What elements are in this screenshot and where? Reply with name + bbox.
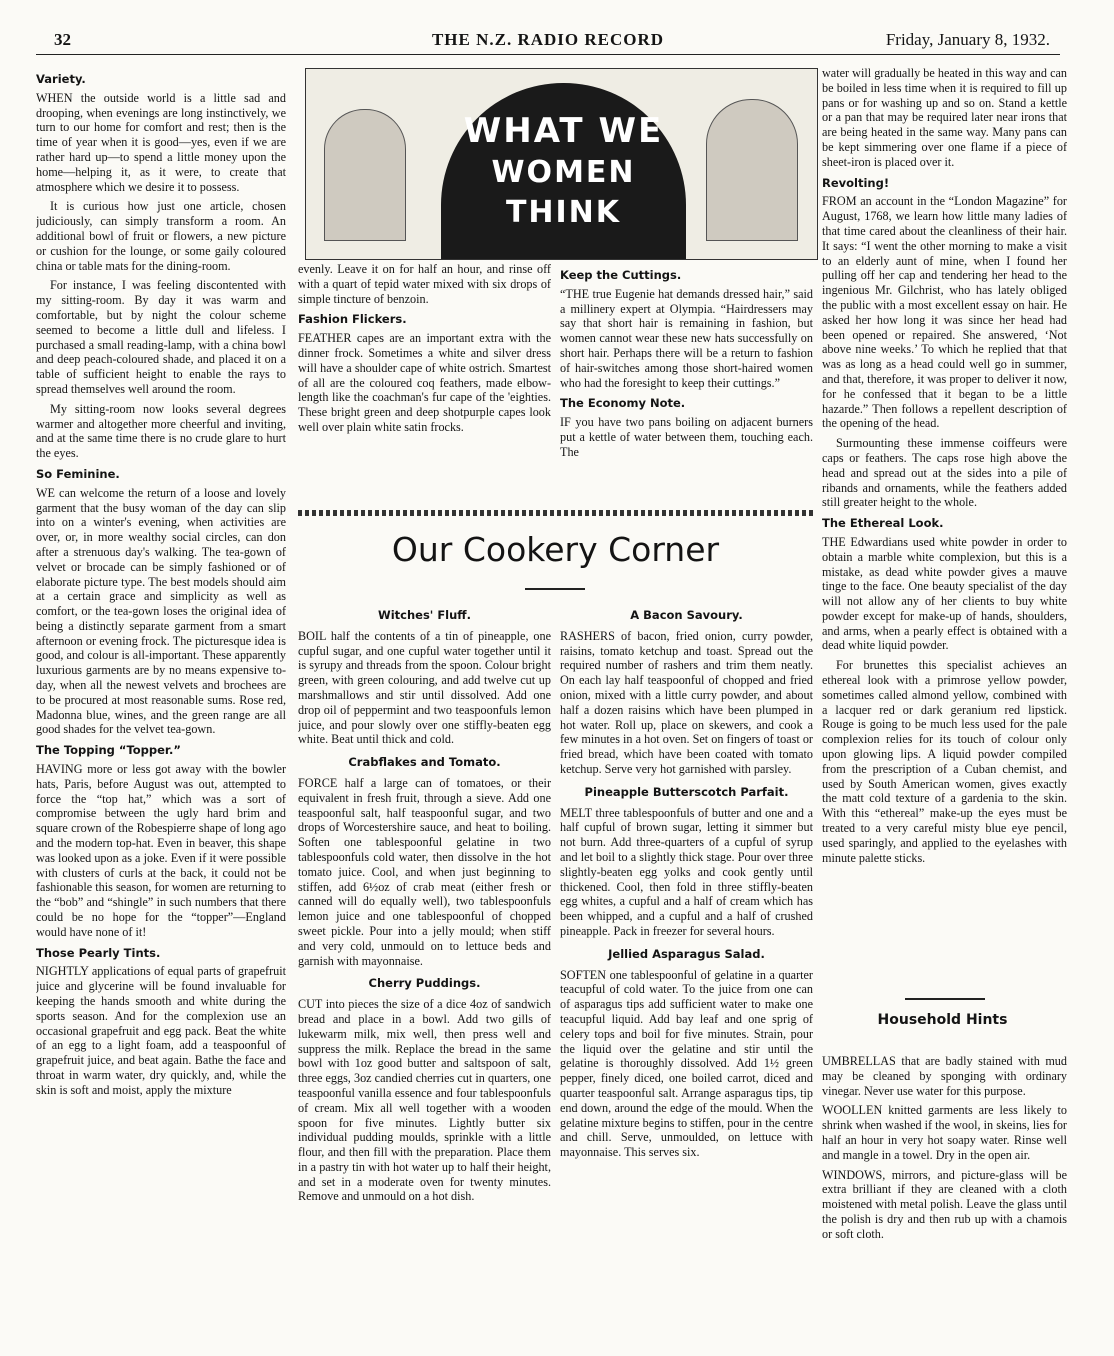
recipe-text: FORCE half a large can of tomatoes, or their equivalent in fresh fruit, through a sieve. Add one teaspoonful salt, half teaspoonful sugar, and two drops of Worcestershire sauce, and heat to boiling. Soften one tablespoonful gelatine in two tablespoonfuls cold water, then dissolve in the hot tomato juice. Cool, and when just beginning to stiffen, add 6½oz of crab meat (either fresh or canned will do equally well), two tablespoonfuls lemon juice and one tablespoonful of chopped sweet pickle. Pour into a jelly mould; when stiff and very cold, unmould on to lettuce beds and garnish with mayonnaise. xyxy=(298,775,551,968)
article-paragraph: water will gradually be heated in this way and can be boiled in less time when it is required to fill up pans or for washing up and so on. Stand a kettle or a pan that may be required later near irons that are being heated in the same way. Many pans can be kept simmering over one flame if a piece of sheet-iron is placed over it. xyxy=(822,66,1067,169)
section-heading: The Ethereal Look. xyxy=(822,516,944,531)
hints-rule xyxy=(905,998,985,1000)
banner-illustration xyxy=(305,68,818,260)
section-heading: The Topping “Topper.” xyxy=(36,743,181,758)
banner-line-2: WOMEN xyxy=(491,155,636,190)
banner-fan xyxy=(441,83,686,260)
column-4 xyxy=(822,66,1067,996)
hint-paragraph: WOOLLEN knitted garments are less likely to shrink when washed if the wool, in skeins, lies for half an hour in very hot soapy water. Rinse well and mangle in a towel. Dry in the open air. xyxy=(822,1103,1067,1162)
article-paragraph: FROM an account in the “London Magazine” for August, 1768, we learn how little many ladies of that time cared about the cleanliness of their hair. It says: “I went the other morning to make a visit to an elderly aunt of mine, when I found her pulling off her cap and tendering her head to the ingenious Mr. Gilchrist, who has lately obliged the public with a most excellent essay on hair. He asked her how long it was since her head had been opened or repaired. She answered, ‘Not above nine weeks.’ To which he replied that that was as long as a head could well go in summer, and that, therefore, it was proper to deliver it now, for he confessed that it began to be a little hazarde.” Then follows a repellent description of the opening of the head. xyxy=(822,194,1067,431)
article-paragraph: Surmounting these immense coiffeurs were caps or feathers. The caps rose high above the head and spread out at the sides into a pile of ribands and ornaments, while the feathers added still greater height to the whole. xyxy=(822,436,1067,510)
recipe-text: SOFTEN one tablespoonful of gelatine in a quarter teacupful of cold water. To the juice from one can of asparagus tips add sufficient water to make one teacupful liquid. Add bay leaf and one sprig of celery tops and boil for five minutes. Strain, pour the liquid over the gelatine and stir until the gelatine is thoroughly dissolved. Add 1½ green pepper, finely diced, one boiled carrot, diced and quarter teaspoonful salt. Arrange asparagus tips, tip end down, around the edge of the mould. When the gelatine mixture begins to stiffen, pour in the centre and chill. Serve, unmoulded, on lettuce with mayonnaise. This serves six. xyxy=(560,967,813,1160)
masthead: THE N.Z. RADIO RECORD xyxy=(431,30,665,49)
article-paragraph: My sitting-room now looks several degrees warmer and altogether more cheerful and inviting, and at the same time there is no crude glare to hurt the eyes. xyxy=(36,401,286,461)
page-number: 32 xyxy=(54,30,71,49)
cookery-title: Our Cookery Corner xyxy=(391,530,720,569)
column-3 xyxy=(560,262,813,502)
household-hints-column xyxy=(822,1054,1067,1338)
banner-line-3: THINK xyxy=(505,195,622,230)
figure-right xyxy=(706,99,798,241)
section-heading: Variety. xyxy=(36,72,86,86)
section-heading: The Economy Note. xyxy=(560,396,686,411)
column-1 xyxy=(36,66,286,1338)
recipe-heading: Cherry Puddings. xyxy=(368,976,481,991)
article-paragraph: evenly. Leave it on for half an hour, and rinse off with a quart of tepid water mixed with six drops of simple tincture of benzoin. xyxy=(298,262,551,306)
recipe-heading: A Bacon Savoury. xyxy=(630,608,743,622)
recipe-text: RASHERS of bacon, fried onion, curry powder, raisins, tomato ketchup and toast. Spread out the required number of rashers and trim them neatly. On each lay half teaspoonful of chopped and fried onion, mixed with a little curry powder, and about half a dozen raisins which have been plumped in hot water. Roll up, place on skewers, and cook a few minutes in a hot oven. Set on fingers of toast or fried bread, which have been coated with tomato ketchup. Serve very hot garnished with parsley. xyxy=(560,628,813,776)
section-heading: Fashion Flickers. xyxy=(298,312,407,327)
recipe-heading: Witches' Fluff. xyxy=(378,608,471,622)
title-rule xyxy=(525,588,585,590)
article-paragraph: WE can welcome the return of a loose and lovely garment that the busy woman of the day can slip into on a winter's evening, when activities are over, or, in more wealthy social circles, can don after a strenuous day's walking. The tea-gown of velvet or brocade can be simply fashioned or of elaborate picture type. The best models should aim at a certain grace and simplicity as well as comfort, or the tea-gown loses the original idea of being a distinctly separate garment from a smart afternoon or evening frock. The picturesque idea is good, and colour is all-important. These apparently luxurious garments are by no means expensive to-day, when all the newest velvets and brochees are to be procured at most reasonable sums. Rose red, Madonna blue, wines, and the green range are all good shades for the velvet tea-gown. xyxy=(36,485,286,737)
page-header xyxy=(36,30,1060,55)
section-heading: Those Pearly Tints. xyxy=(36,945,161,960)
article-paragraph: IF you have two pans boiling on adjacent burners put a kettle of water between them, touching each. The xyxy=(560,415,813,459)
article-paragraph: WHEN the outside world is a little sad and drooping, when evenings are long instinctively, we turn to our home for comfort and rest; then is the time of year when it is good—yes, even if we are rather hard up—to spend a little money upon the home—helping it, as it were, to create that atmosphere which we desire it to possess. xyxy=(36,90,286,194)
article-paragraph: It is curious how just one article, chosen judiciously, can simply transform a room. An additional bowl of fruit or flowers, a new picture or cushion for the lounge, or some gaily coloured china or table mats for the dining-room. xyxy=(36,199,286,273)
issue-date: Friday, January 8, 1932. xyxy=(885,30,1050,49)
hint-paragraph: UMBRELLAS that are badly stained with mud may be cleaned by sponging with ordinary vinegar. Never use water for this purpose. xyxy=(822,1054,1067,1098)
recipe-heading: Pineapple Butterscotch Parfait. xyxy=(584,784,789,799)
recipe-text: BOIL half the contents of a tin of pineapple, one cupful sugar, and one cupful water together until it is syrupy and threads from the spoon. Colour bright green, with green colouring, and add twelve cut up marshmallows and stir until dissolved. Add one drop oil of peppermint and two teaspoonfuls lemon juice, and pour slowly over one stiffly-beaten egg white. Beat until thick and cold. xyxy=(298,628,551,747)
banner-line-1: WHAT WE xyxy=(463,111,664,151)
article-paragraph: THE Edwardians used white powder in order to obtain a marble white complexion, but this is a mistake, as dead white powder gives a mauve tinge to the face. One beauty specialist of the day will not allow any of her clients to buy white powder except for make-up of hands, shoulders, and arms, when a pearly effect is obtained with a dead white liquid powder. xyxy=(822,534,1067,653)
figure-left xyxy=(324,109,406,241)
recipe-text: CUT into pieces the size of a dice 4oz of sandwich bread and place in a bowl. Add two gills of lukewarm milk, mix well, then press well and suppress the milk. Replace the bread in the same bowl with 1oz good butter and saltspoon of salt, three eggs, 3oz candied cherries cut in quarters, one teaspoonful vanilla essence and four tablespoonfuls of cream. Mix all well together with a wooden spoon for five minutes. Lightly butter six individual pudding moulds, sprinkle with a little flour, and then fill with the preparation. Place them in a pastry tin with hot water up to half their height, and set in a moderate oven for twenty minutes. Remove and unmould on a hot dish. xyxy=(298,997,551,1204)
section-heading: Revolting! xyxy=(822,175,890,190)
article-paragraph: For brunettes this specialist achieves an ethereal look with a primrose yellow powder, sometimes called almond yellow, combined with a lacquer red or dark geranium red lipstick. Rouge is going to be much less used for the pale complexion relies for its touch of colour only upon glowing lips. A liquid powder compiled from the prescription of a Cuban chemist, and used by South American women, gives exactly the matt cold texture of a gardenia to the skin. With this “ethereal” make-up the eyes must be treated to a very careful misty blue eye pencil, used sparingly, and applied to the eyelashes with minute palette sticks. xyxy=(822,658,1067,865)
recipes-left-column xyxy=(298,600,551,1340)
article-paragraph: NIGHTLY applications of equal parts of grapefruit juice and glycerine will be found invaluable for keeping the hands smooth and white during the sports season. And for the complexion use an occasional grapefruit and egg pack. Beat the white of an egg to a light foam, add a teaspoonful of grapefruit juice, and beat again. Bathe the face and throat in warm water, dry quickly, and, while the skin is soft and moist, apply the mixture xyxy=(36,964,286,1097)
article-paragraph: HAVING more or less got away with the bowler hats, Paris, before August was out, attempted to force the “top hat,” which was a sort of compromise between the ugly hard brim and square crown of the Robespierre shape of long ago and the modern top-hat. Even in beaver, this shape was looked upon as a joke. Even if it were possible with clusters of curls at the back, it could not be fashionable this season, for women are returning to the “bob” and “shingle” in such numbers that there could be no hope for the “topper”—England would have none of it! xyxy=(36,762,286,939)
hint-paragraph: WINDOWS, mirrors, and picture-glass will be extra brilliant if they are cleaned with a cloth moistened with metal polish. Leave the glass until the polish is dry and then rub up with a chamois or soft cloth. xyxy=(822,1167,1067,1241)
section-heading: Keep the Cuttings. xyxy=(560,268,682,282)
article-paragraph: FEATHER capes are an important extra with the dinner frock. Sometimes a white and silver dress will have a shoulder cape of white ostrich. Smartest of all are the coloured coq feathers, made elbow-length like the coachman's fur cape of the 'eighties. These bright green and deep shotpurple capes look well over plain white satin frocks. xyxy=(298,331,551,434)
recipes-right-column xyxy=(560,600,813,1340)
column-2 xyxy=(298,262,551,502)
article-paragraph: “THE true Eugenie hat demands dressed hair,” said a millinery expert at Olympia. “Hairdressers may say that short hair is remaining in fashion, but women cannot wear these new hats successfully on short hair. Perhaps there will be a return to fashion of hair-switches among those short-haired women who had the foresight to keep their cuttings.” xyxy=(560,286,813,390)
recipe-heading: Jellied Asparagus Salad. xyxy=(608,946,765,961)
article-paragraph: For instance, I was feeling discontented with my sitting-room. By day it was warm and comfortable, but by night the colour scheme seemed to become a little dull and lifeless. I purchased a small reading-lamp, with a china bowl and deep peach-coloured shade, and placed it on a table of sufficient height to enable the rays to spread themselves well around the room. xyxy=(36,278,286,396)
section-divider xyxy=(298,510,813,516)
section-heading: So Feminine. xyxy=(36,466,120,481)
recipe-heading: Crabflakes and Tomato. xyxy=(348,755,501,770)
household-title: Household Hints xyxy=(877,1012,1008,1028)
recipe-text: MELT three tablespoonfuls of butter and one and a half cupful of brown sugar, letting it simmer but not burn. Add three-quarters of a cupful of syrup and let boil to a slightly thick stage. Pour over three slightly-beaten egg yolks and cook gently until thickened. Cool, then fold in three stiffly-beaten egg whites, a cupful and a half of cream which has been whipped, and a cupful and a half of crushed pineapple. Pack in freezer for several hours. xyxy=(560,805,813,938)
